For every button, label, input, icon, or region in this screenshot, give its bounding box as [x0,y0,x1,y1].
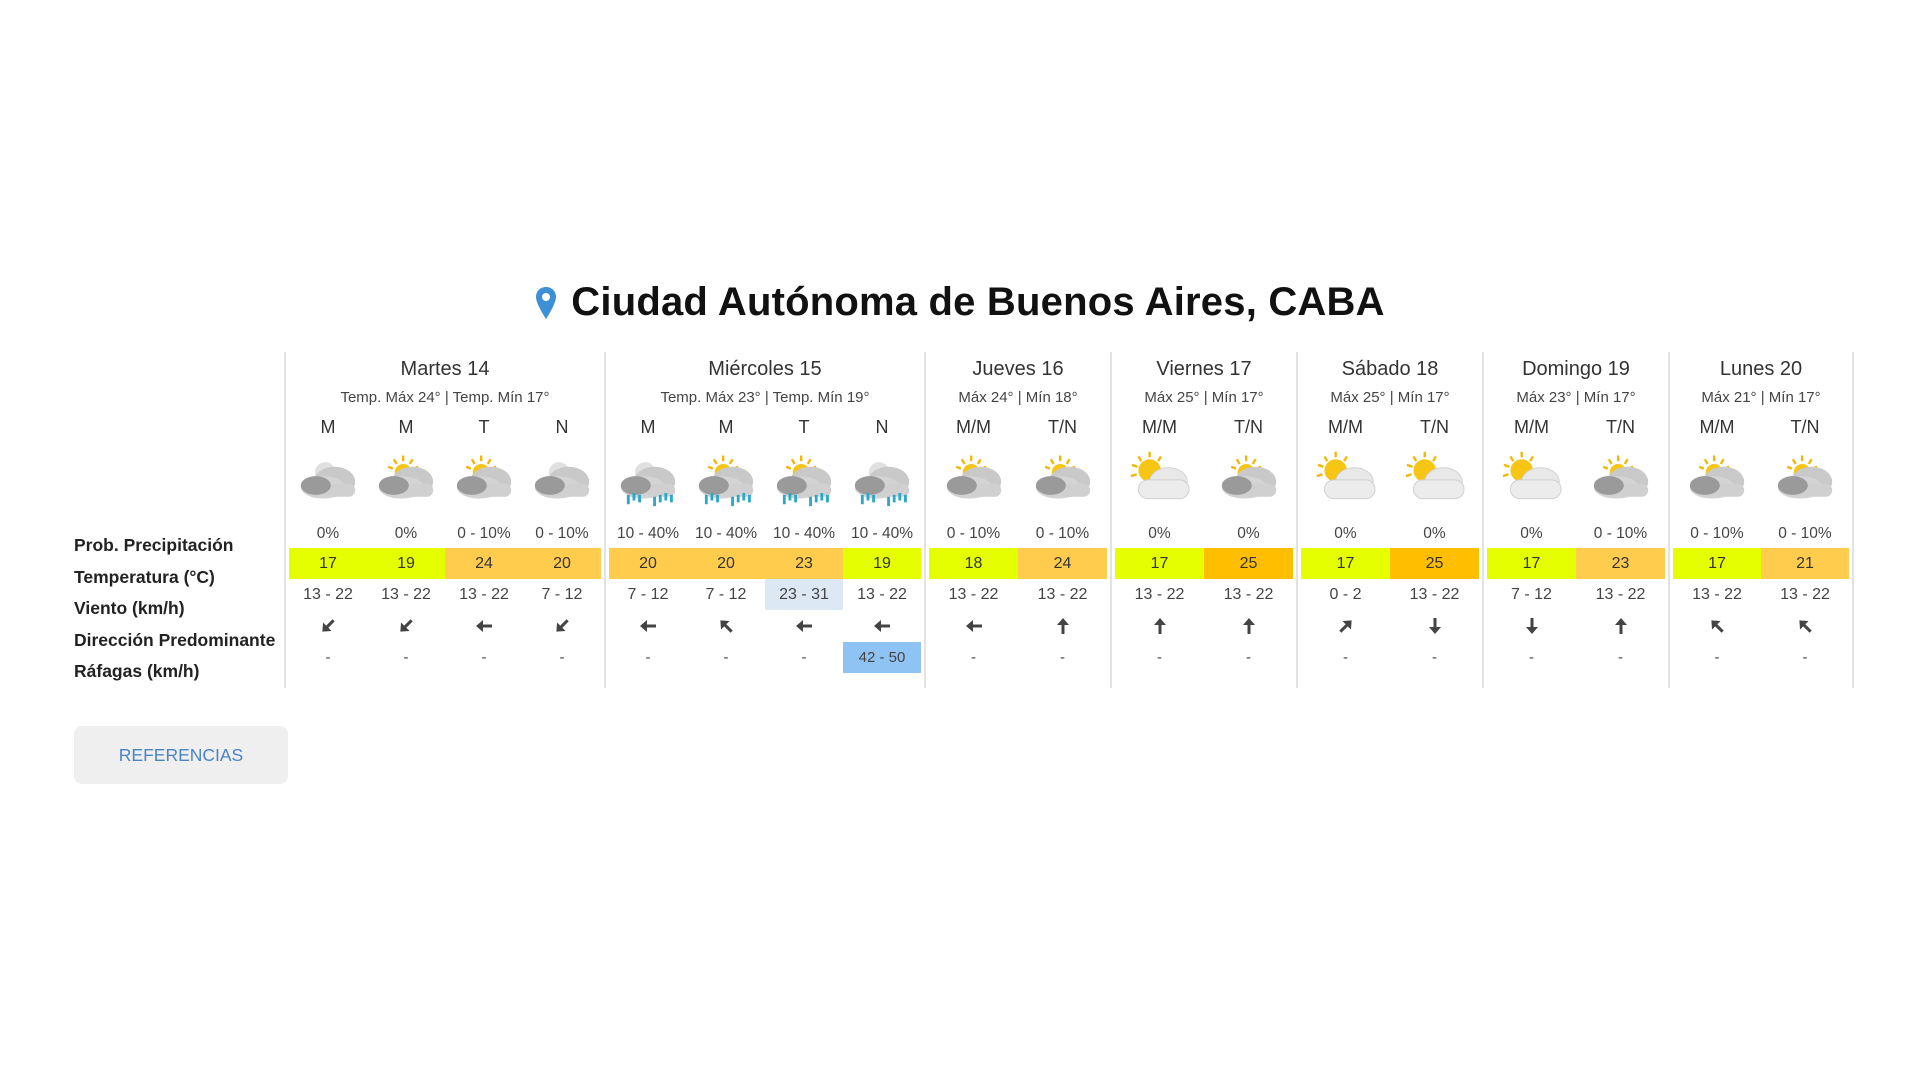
temperature-value: 17 [1115,548,1204,579]
arrow-up-icon [1576,610,1665,642]
wind-value: 13 - 22 [857,586,907,603]
temperature-value: 17 [1301,548,1390,579]
periods-row [1487,412,1665,673]
temperature-value: 19 [843,548,921,579]
period-column [1204,412,1293,673]
period-column [843,412,921,673]
arrow-down-left-icon [367,610,445,642]
periods-row [1115,412,1293,673]
precip-value: 0 - 10% [1593,525,1648,542]
wind-value: 13 - 22 [1692,586,1742,603]
arrow-up-icon [1115,610,1204,642]
wind-value: 7 - 12 [627,586,669,603]
arrow-up-left-icon [1761,610,1849,642]
map-pin-icon [535,286,557,320]
label-direction: Dirección Predominante [74,629,276,650]
arrow-left-icon [609,610,687,642]
precip-value: 0 - 10% [1035,525,1090,542]
rain-sun-icon [765,442,843,514]
days-container [284,352,1854,688]
gust-value: - [1343,649,1348,666]
gust-value: - [1246,649,1251,666]
temperature-value: 21 [1761,548,1849,579]
temperature-value: 19 [367,548,445,579]
temperature-value: 20 [523,548,601,579]
day-column [1296,352,1482,688]
temperature-value: 17 [1673,548,1761,579]
gust-value: - [1432,649,1437,666]
day-min-max: Máx 23° | Mín 17° [1516,389,1636,406]
period-label: M [718,417,734,437]
temperature-value: 24 [445,548,523,579]
precip-value: 0 - 10% [457,525,511,542]
wind-value: 7 - 12 [705,586,747,603]
arrow-up-left-icon [687,610,765,642]
gust-value: 42 - 50 [843,642,921,673]
periods-row [1301,412,1479,673]
temperature-value: 18 [929,548,1018,579]
cloudy-sun-icon [1761,442,1849,514]
day-column [924,352,1110,688]
cloudy-night-icon [523,442,601,514]
wind-value: 0 - 2 [1329,586,1362,603]
wind-value: 23 - 31 [765,579,843,610]
day-name: Viernes 17 [1156,358,1252,380]
period-column [1115,412,1204,673]
gust-value: - [559,649,565,666]
period-label: M [640,417,656,437]
arrow-down-icon [1390,610,1479,642]
wind-value: 13 - 22 [1409,586,1460,603]
day-column [284,352,604,688]
precip-value: 10 - 40% [616,525,680,542]
day-min-max: Máx 21° | Mín 17° [1701,389,1821,406]
row-labels [74,352,284,688]
period-column [523,412,601,673]
period-label: T/N [1790,417,1820,437]
precip-value: 0% [1148,525,1171,542]
cloudy-sun-icon [929,442,1018,514]
arrow-down-left-icon [289,610,367,642]
precip-value: 10 - 40% [850,525,914,542]
period-column [1576,412,1665,673]
day-name: Miércoles 15 [708,358,822,380]
cloudy-sun-icon [1018,442,1107,514]
period-column [445,412,523,673]
cloudy-sun-icon [1673,442,1761,514]
periods-row [609,412,921,673]
period-column [1487,412,1576,673]
period-column [1761,412,1849,673]
gust-value: - [645,649,651,666]
gust-value: - [481,649,487,666]
gust-value: - [723,649,729,666]
precip-value: 0 - 10% [1690,525,1744,542]
temperature-value: 20 [687,548,765,579]
wind-value: 13 - 22 [948,586,999,603]
gust-value: - [1157,649,1162,666]
precip-value: 0 - 10% [535,525,589,542]
day-column [1482,352,1668,688]
label-wind: Viento (km/h) [74,598,185,619]
wind-value: 13 - 22 [459,586,509,603]
temperature-value: 17 [1487,548,1576,579]
gust-value: - [1060,649,1065,666]
periods-row [289,412,601,673]
temperature-value: 20 [609,548,687,579]
day-column [604,352,924,688]
period-label: T [478,417,490,437]
day-name: Jueves 16 [972,358,1064,380]
wind-value: 7 - 12 [1511,586,1552,603]
arrow-up-icon [1204,610,1293,642]
cloudy-sun-icon [445,442,523,514]
cloudy-sun-icon [1204,442,1293,514]
day-min-max: Máx 24° | Mín 18° [958,389,1078,406]
wind-value: 13 - 22 [1780,586,1830,603]
precip-value: 0% [1423,525,1446,542]
wind-value: 13 - 22 [303,586,353,603]
period-label: N [875,417,889,437]
label-gusts: Ráfagas (km/h) [74,661,200,682]
period-column [687,412,765,673]
period-column [1018,412,1107,673]
day-min-max: Máx 25° | Mín 17° [1144,389,1264,406]
temperature-value: 25 [1390,548,1479,579]
period-label: M [398,417,414,437]
wind-value: 13 - 22 [1134,586,1185,603]
period-column [765,412,843,673]
arrow-up-icon [1018,610,1107,642]
period-label: T/N [1606,417,1635,437]
period-label: M/M [1699,417,1735,437]
arrow-up-right-icon [1301,610,1390,642]
gust-value: - [1618,649,1623,666]
day-column [1668,352,1854,688]
arrow-left-icon [843,610,921,642]
gust-value: - [403,649,409,666]
cloudy-night-icon [289,442,367,514]
period-column [1673,412,1761,673]
partly-sunny-icon [1115,442,1204,514]
wind-value: 13 - 22 [1037,586,1088,603]
day-name: Lunes 20 [1719,358,1803,380]
precip-value: 0 - 10% [1778,525,1832,542]
gust-value: - [971,649,976,666]
temperature-value: 23 [765,548,843,579]
cloudy-sun-icon [1576,442,1665,514]
precip-value: 0% [1237,525,1260,542]
temperature-value: 17 [289,548,367,579]
gust-value: - [1802,649,1808,666]
cloudy-sun-icon [367,442,445,514]
period-label: T/N [1420,417,1449,437]
gust-value: - [325,649,331,666]
precip-value: 0% [1520,525,1543,542]
rain-sun-icon [687,442,765,514]
period-label: T [798,417,810,437]
day-name: Sábado 18 [1341,358,1439,380]
precip-value: 0 - 10% [946,525,1001,542]
period-label: M [320,417,336,437]
day-min-max: Temp. Máx 24° | Temp. Mín 17° [340,389,550,406]
location-header [0,280,1920,325]
period-label: M/M [956,417,991,437]
temperature-value: 23 [1576,548,1665,579]
references-button[interactable]: REFERENCIAS [74,726,288,784]
partly-sunny-icon [1390,442,1479,514]
label-temperature: Temperatura (°C) [74,566,215,587]
rain-night-icon [609,442,687,514]
partly-sunny-icon [1301,442,1390,514]
temperature-value: 24 [1018,548,1107,579]
gust-value: - [1714,649,1720,666]
precip-value: 10 - 40% [772,525,836,542]
gust-value: - [801,649,807,666]
day-column [1110,352,1296,688]
period-label: M/M [1328,417,1363,437]
period-column [367,412,445,673]
day-name: Domingo 19 [1522,358,1630,380]
arrow-up-left-icon [1673,610,1761,642]
arrow-left-icon [445,610,523,642]
forecast-table [74,352,1854,688]
period-column [929,412,1018,673]
temperature-value: 25 [1204,548,1293,579]
partly-sunny-icon [1487,442,1576,514]
page-title: Ciudad Autónoma de Buenos Aires, CABA [571,280,1385,324]
precip-value: 0% [394,525,418,542]
wind-value: 13 - 22 [1223,586,1274,603]
period-label: M/M [1142,417,1177,437]
period-column [609,412,687,673]
precip-value: 0% [316,525,340,542]
arrow-left-icon [929,610,1018,642]
arrow-down-icon [1487,610,1576,642]
precip-value: 0% [1334,525,1357,542]
rain-night-icon [843,442,921,514]
gust-value: - [1529,649,1534,666]
period-label: T/N [1048,417,1077,437]
label-precip: Prob. Precipitación [74,535,234,556]
day-min-max: Máx 25° | Mín 17° [1330,389,1450,406]
wind-value: 13 - 22 [381,586,431,603]
period-label: M/M [1514,417,1549,437]
period-label: N [555,417,569,437]
day-name: Martes 14 [400,358,490,380]
precip-value: 10 - 40% [694,525,758,542]
arrow-left-icon [765,610,843,642]
wind-value: 13 - 22 [1595,586,1646,603]
period-label: T/N [1234,417,1263,437]
periods-row [1673,412,1849,673]
period-column [1390,412,1479,673]
arrow-down-left-icon [523,610,601,642]
periods-row [929,412,1107,673]
wind-value: 7 - 12 [541,586,583,603]
period-column [289,412,367,673]
period-column [1301,412,1390,673]
day-min-max: Temp. Máx 23° | Temp. Mín 19° [660,389,870,406]
